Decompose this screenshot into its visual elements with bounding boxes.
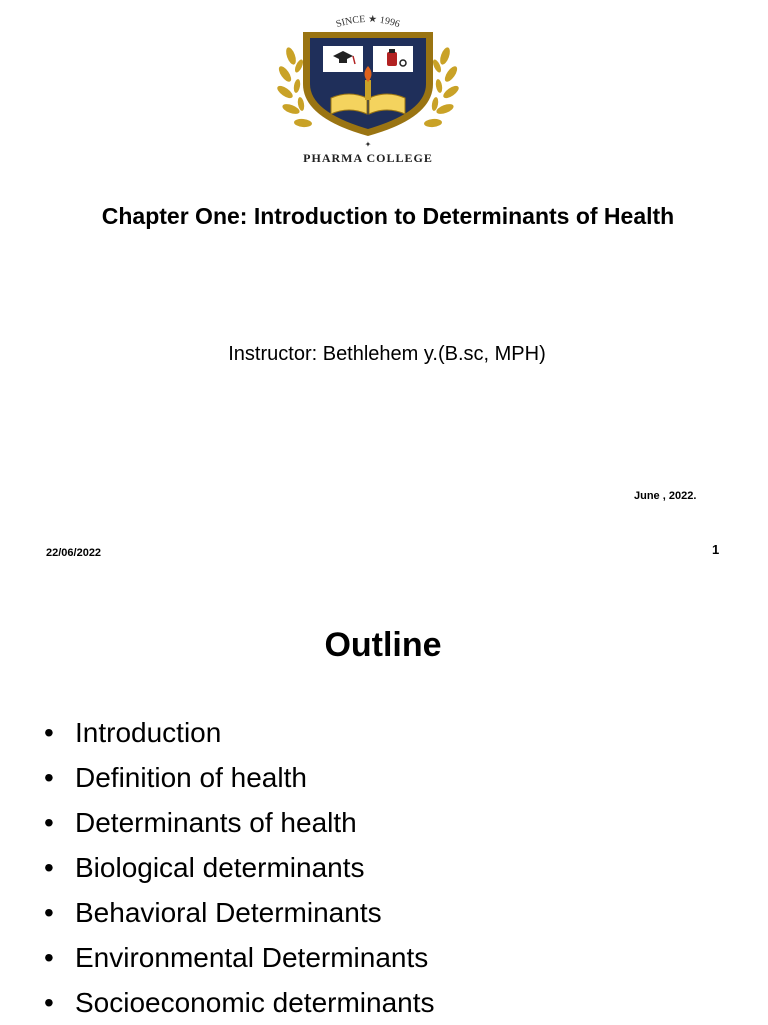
list-item (44, 935, 435, 980)
list-item (44, 800, 435, 845)
slide-title: Chapter One: Introduction to Determinants of Health (101, 203, 675, 229)
bullet-icon: • (44, 942, 54, 973)
list-item-label: Definition of health (75, 762, 307, 793)
list-item-label: Behavioral Determinants (75, 897, 382, 928)
bullet-icon: • (44, 762, 54, 793)
presentation-date: June , 2022. (634, 490, 697, 502)
torch-icon (365, 66, 372, 100)
list-item-label: Environmental Determinants (75, 942, 429, 973)
page-number: 1 (712, 542, 720, 557)
list-item (44, 755, 435, 800)
list-item-label: Introduction (75, 717, 222, 748)
list-item (44, 890, 435, 935)
college-name: PHARMA COLLEGE (303, 151, 433, 165)
list-item-label: Socioeconomic determinants (75, 987, 435, 1018)
instructor-line: Instructor: Bethlehem y.(B.sc, MPH) (228, 343, 546, 365)
crest-arc-text: SINCE ★ 1996 (334, 13, 402, 31)
crest-star-icon: ✦ (364, 140, 372, 149)
outline-title: Outline (324, 626, 442, 664)
list-item-label: Determinants of health (75, 807, 357, 838)
bullet-icon: • (44, 717, 54, 748)
list-item (44, 845, 435, 890)
bullet-icon: • (44, 852, 54, 883)
list-item-label: Biological determinants (75, 852, 365, 883)
bullet-icon: • (44, 897, 54, 928)
outline-list (44, 710, 435, 1025)
list-item (44, 980, 435, 1025)
bullet-icon: • (44, 807, 54, 838)
footer-date: 22/06/2022 (46, 547, 102, 559)
outline-slide (0, 576, 768, 1024)
bullet-icon: • (44, 987, 54, 1018)
college-crest-logo (263, 6, 473, 174)
list-item (44, 710, 435, 755)
